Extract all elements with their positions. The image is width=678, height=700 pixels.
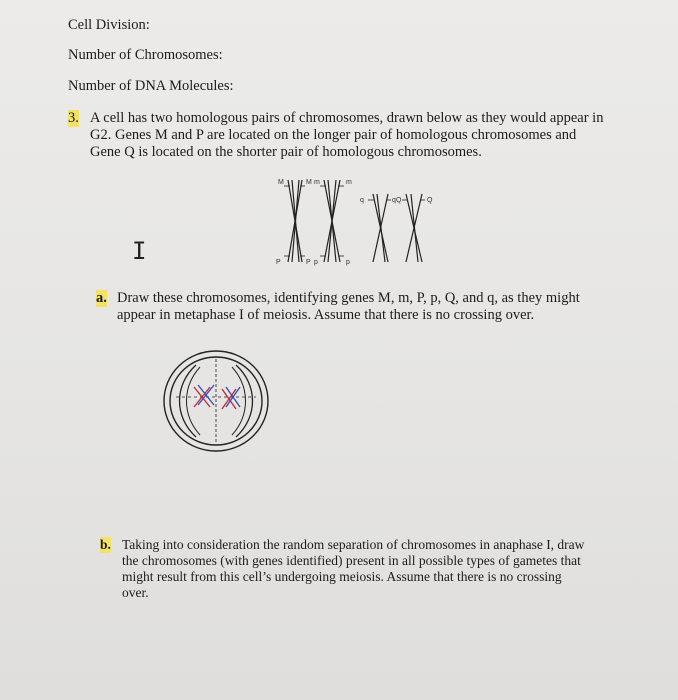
heading-number-of-chromosomes: Number of Chromosomes: bbox=[68, 47, 223, 63]
gene-label-M1: M bbox=[278, 179, 284, 186]
long-chromosome-2 bbox=[324, 180, 340, 262]
gene-label-Q2: Q bbox=[427, 197, 433, 204]
question-3a bbox=[96, 290, 596, 324]
heading-number-of-dna-molecules: Number of DNA Molecules: bbox=[68, 78, 234, 94]
gene-label-P2: P bbox=[306, 259, 311, 266]
short-chromosome-2 bbox=[406, 194, 422, 262]
gene-label-Q1: Q bbox=[396, 197, 402, 204]
question-3b-number: b. bbox=[100, 537, 111, 552]
question-3a-number: a. bbox=[96, 290, 107, 306]
gene-label-q1: q bbox=[360, 197, 364, 204]
long-chromosome-1 bbox=[288, 180, 302, 262]
question-3-number: 3. bbox=[68, 110, 79, 126]
question-3b bbox=[100, 537, 590, 601]
question-3b-text: Taking into consideration the random separation of chromosomes in anaphase I, draw the chromosomes (with genes identified) present in all possible types of gametes that might result from this cell’s undergoing meiosis. Assume that there is no crossing over. bbox=[122, 537, 585, 600]
gene-label-P1: P bbox=[276, 259, 281, 266]
heading-cell-division: Cell Division: bbox=[68, 17, 150, 33]
short-chromosome-1 bbox=[373, 194, 388, 262]
gene-label-m1: m bbox=[314, 179, 320, 186]
gene-label-p1: p bbox=[314, 259, 318, 266]
question-3 bbox=[68, 110, 608, 161]
gene-label-q2: q bbox=[392, 197, 396, 204]
question-3-text: A cell has two homologous pairs of chromosomes, drawn below as they would appear in G2. Genes M and P are located on the longer pair of homologous chromosomes and Gene Q is located on the shorter pair of homologous chromosomes. bbox=[90, 110, 604, 160]
question-3a-text: Draw these chromosomes, identifying genes M, m, P, p, Q, and q, as they might appear in metaphase I of meiosis. Assume that there is no crossing over. bbox=[117, 290, 580, 323]
gene-label-m2: m bbox=[346, 179, 352, 186]
metaphase-cell-drawing bbox=[160, 345, 272, 457]
gene-label-p2: p bbox=[346, 259, 350, 266]
gene-label-M2: M bbox=[306, 179, 312, 186]
text-cursor-icon: I bbox=[132, 237, 147, 265]
chromosome-diagram bbox=[270, 170, 450, 270]
